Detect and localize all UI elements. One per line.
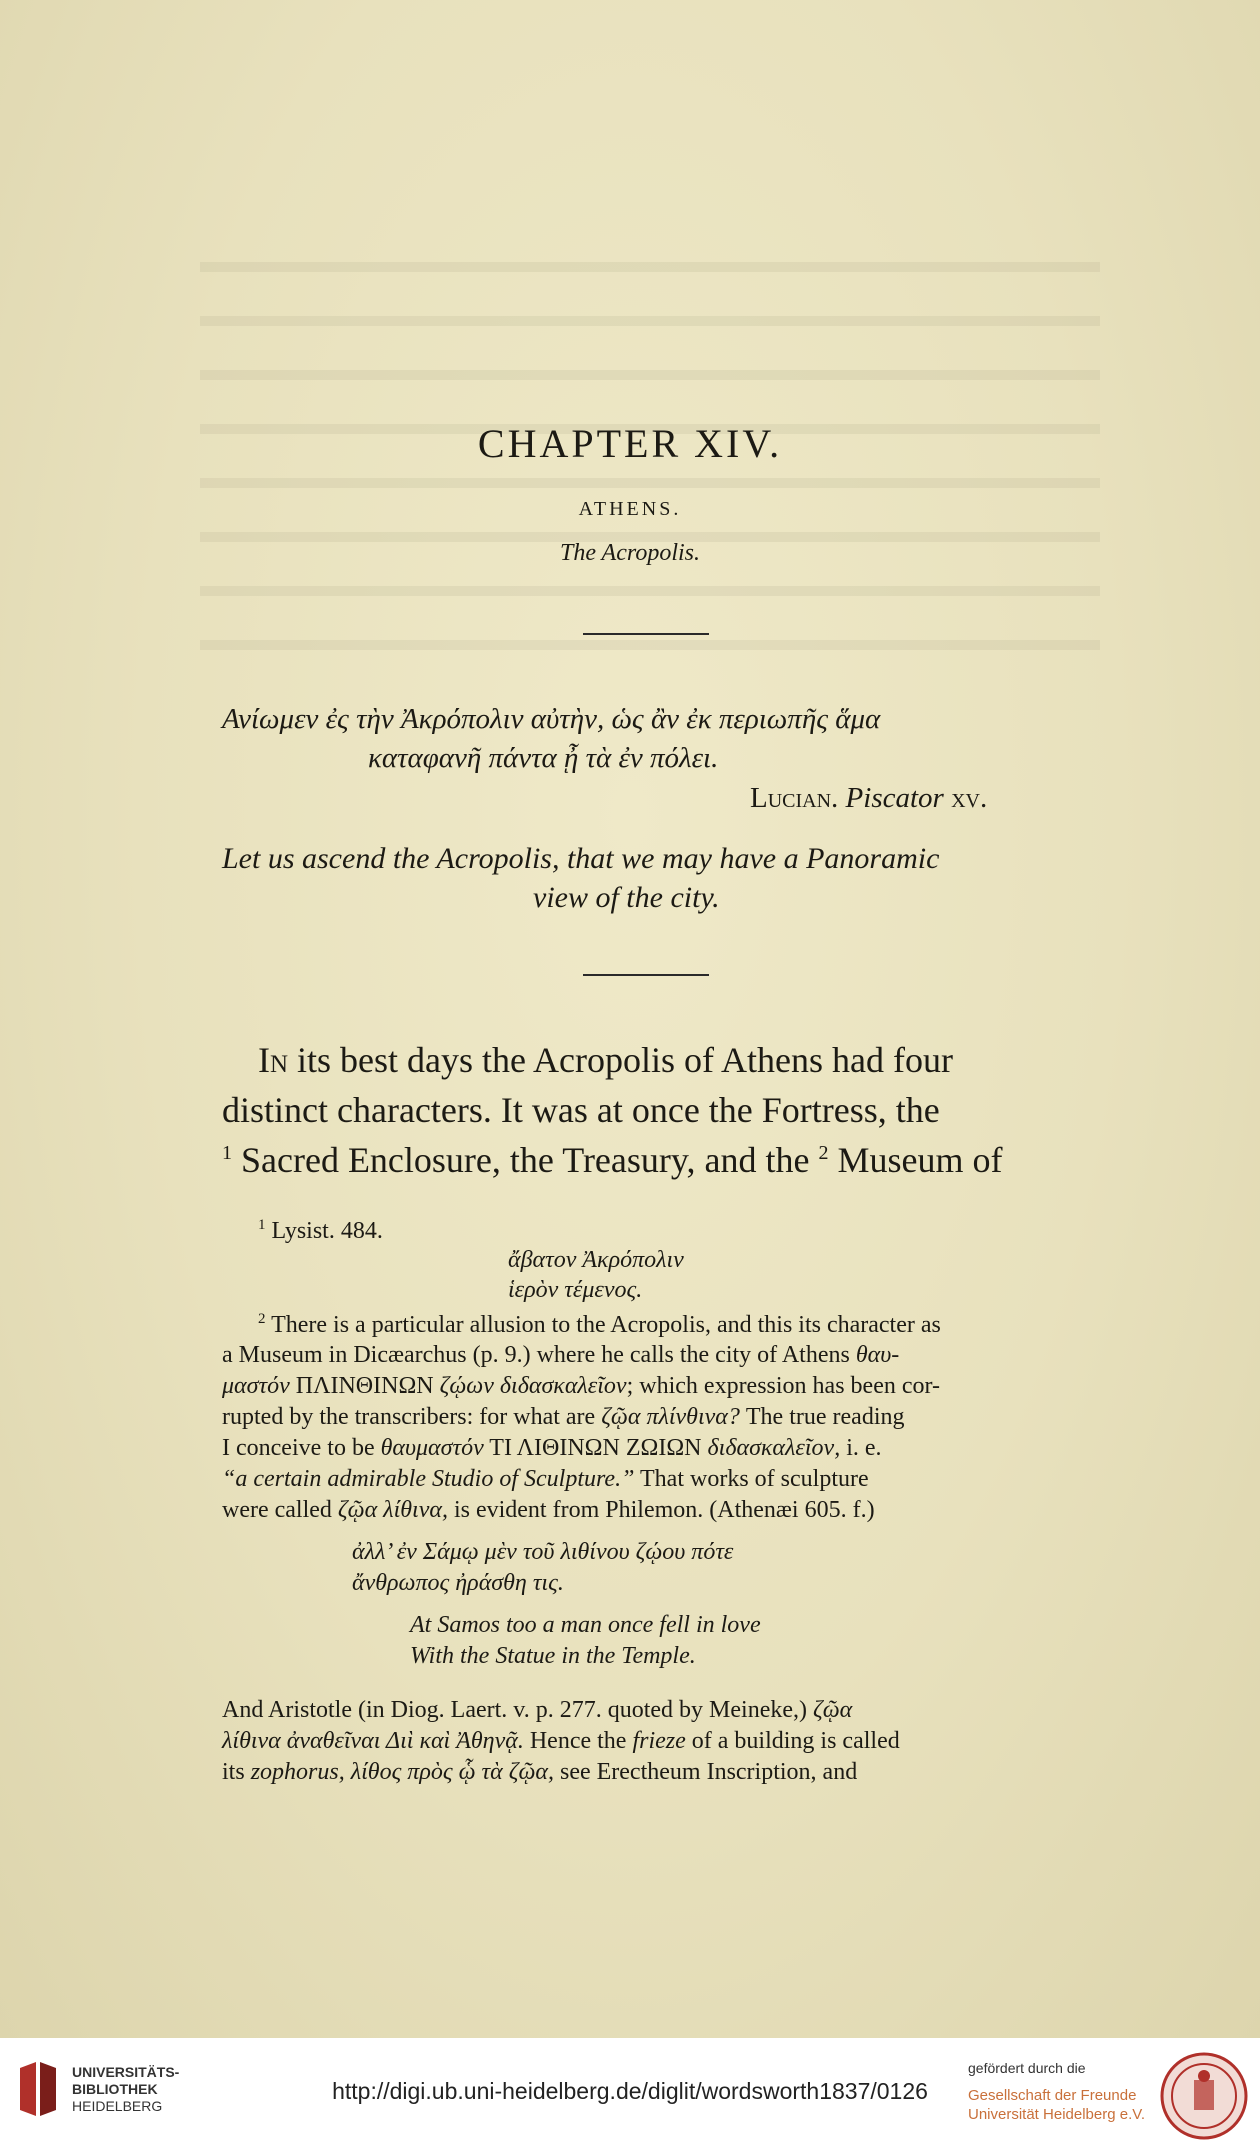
footnote-2-text: There is a particular allusion to the Acropolis, and this its character as [271,1312,941,1338]
footnote-2-mark: 2 [258,1311,266,1327]
fn2-l10d: see Erectheum Inscription, and [559,1759,858,1785]
footnote-2-line6 [222,1466,869,1493]
fn2-l3a: μαστόν [222,1373,290,1399]
fn2-l7c: is evident from Philemon. (Athenæi 605. f.) [453,1497,875,1523]
footnote-2-line5 [222,1435,882,1462]
footnote-2-line4 [222,1404,904,1431]
footnote-1-quote2: ἱερὸν τέμενος. [508,1277,643,1303]
fn2-l6b: That works of sculpture [640,1466,869,1492]
fn2-l4a: rupted by the transcribers: for what are [222,1404,596,1430]
footnote-1-mark: 1 [258,1217,266,1233]
fn2-l9d: of a building is called [691,1728,900,1754]
library-line2: BIBLIOTHEK [72,2081,158,2097]
body-line2: distinct characters. It was at once the Fortress, the [222,1090,940,1130]
library-line1: UNIVERSITÄTS- [72,2064,180,2080]
fn2-l10c: λίθος πρὸς ᾧ τὰ ζῷα, [350,1759,554,1785]
university-seal-icon [1160,2046,1248,2146]
body-line1-text: its best days the Acropolis of Athens had four [297,1040,953,1080]
epigraph-work: Piscator [845,782,944,814]
epigraph-greek-line1: Ανίωμεν ἐς τὴν Ἀκρόπολιν αὐτὴν, ὡς ἂν ἐκ περιωπῆς ἅμα [222,703,881,735]
footer-bar [0,2038,1260,2155]
drop-letters: In [258,1040,289,1080]
library-line3: HEIDELBERG [72,2098,163,2114]
chapter-place: ATHENS. [578,498,682,520]
chapter-subject: The Acropolis. [559,540,700,566]
fn2-l3c: ζῴων διδασκαλεῖον [439,1373,627,1399]
footnote-1 [258,1217,383,1245]
footnote-1-text: Lysist. 484. [271,1218,383,1244]
fn2-l5d: διδασκαλεῖον, [707,1435,841,1461]
fn2-l3d: ; which expression has been cor- [626,1373,941,1399]
sponsor-line1: Gesellschaft der Freunde [968,2087,1137,2104]
fn2-l9a: λίθινα ἀναθεῖναι Διὶ καὶ Ἀθηνᾷ. [222,1728,524,1754]
fn2-l7a: were called [222,1497,332,1523]
footnote-2-line10 [222,1759,857,1786]
english-quote-line1: At Samos too a man once fell in love [410,1612,761,1638]
fn2-l8b: ζῷα [813,1697,853,1723]
footnote-2-line9 [222,1728,900,1755]
bleed-through-text [200,230,1100,730]
fn2-l4c: The true reading [745,1404,905,1430]
fn2-l6a: “a certain admirable Studio of Sculpture.” [222,1466,635,1492]
fn2-l5e: i. e. [846,1435,882,1461]
fn2-l5a: I conceive to be [222,1435,375,1461]
epigraph-translation-line2: view of the city. [533,881,720,914]
fn2-l2b: θαυ- [855,1342,900,1368]
epigraph-translation-line1: Let us ascend the Acropolis, that we may have a Panoramic [222,842,940,875]
fn2-l9b: Hence the [529,1728,627,1754]
footnote-2-line7 [222,1497,875,1524]
fn2-l5c: ΤΙ ΛΙΘΙΝΩΝ ΖΩΙΩΝ [489,1435,702,1461]
source-url-link[interactable]: http://digi.ub.uni-heidelberg.de/diglit/wordsworth1837/0126 [332,2078,928,2104]
top-rule [583,633,709,635]
epigraph-section: xv. [951,782,988,814]
epigraph-greek-line2: καταφανῆ πάντα ᾖ τὰ ἐν πόλει. [368,742,719,774]
body-line3-a: Sacred Enclosure, the Treasury, and the [241,1140,810,1180]
greek-quote-line2: ἄνθρωπος ἠράσθη τις. [352,1570,564,1596]
footnote-2-line2 [222,1342,899,1369]
footnote-ref-2: 2 [818,1142,829,1164]
footnote-2-line1 [258,1311,941,1339]
fn2-l9c: frieze [632,1728,686,1754]
chapter-title: CHAPTER XIV. [477,421,783,466]
sponsor-line2: Universität Heidelberg e.V. [968,2106,1146,2123]
sponsor-intro: gefördert durch die [968,2060,1086,2076]
middle-rule [583,974,709,976]
epigraph-author: Lucian. [750,782,839,814]
body-line3 [222,1139,1003,1181]
greek-quote-line1: ἀλλ’ ἐν Σάμῳ μὲν τοῦ λιθίνου ζῴου πότε [352,1539,734,1565]
fn2-l7b: ζῷα λίθινα, [337,1497,448,1523]
body-line1 [258,1039,953,1081]
fn2-l4b: ζῷα πλίνθινα? [601,1404,740,1430]
footnote-ref-1: 1 [222,1142,232,1164]
fn2-l10b: zophorus, [250,1759,345,1785]
sponsor-name [968,2086,1145,2124]
english-quote-line2: With the Statue in the Temple. [410,1643,696,1669]
epigraph-attribution [750,782,987,815]
fn2-l3b: ΠΛΙΝΘΙΝΩΝ [295,1373,434,1399]
footnote-2-line3 [222,1373,940,1400]
footnote-1-quote1: ἄβατον Ἀκρόπολιν [508,1247,684,1273]
body-line3-b: Museum of [837,1140,1003,1180]
footnote-2-line8 [222,1697,852,1724]
fn2-l8a: And Aristotle (in Diog. Laert. v. p. 277. quoted by Meineke,) [222,1697,807,1723]
fn2-l2a: a Museum in Dicæarchus (p. 9.) where he calls the city of Athens [222,1342,850,1368]
fn2-l10a: its [222,1759,245,1785]
fn2-l5b: θαυμαστόν [380,1435,484,1461]
